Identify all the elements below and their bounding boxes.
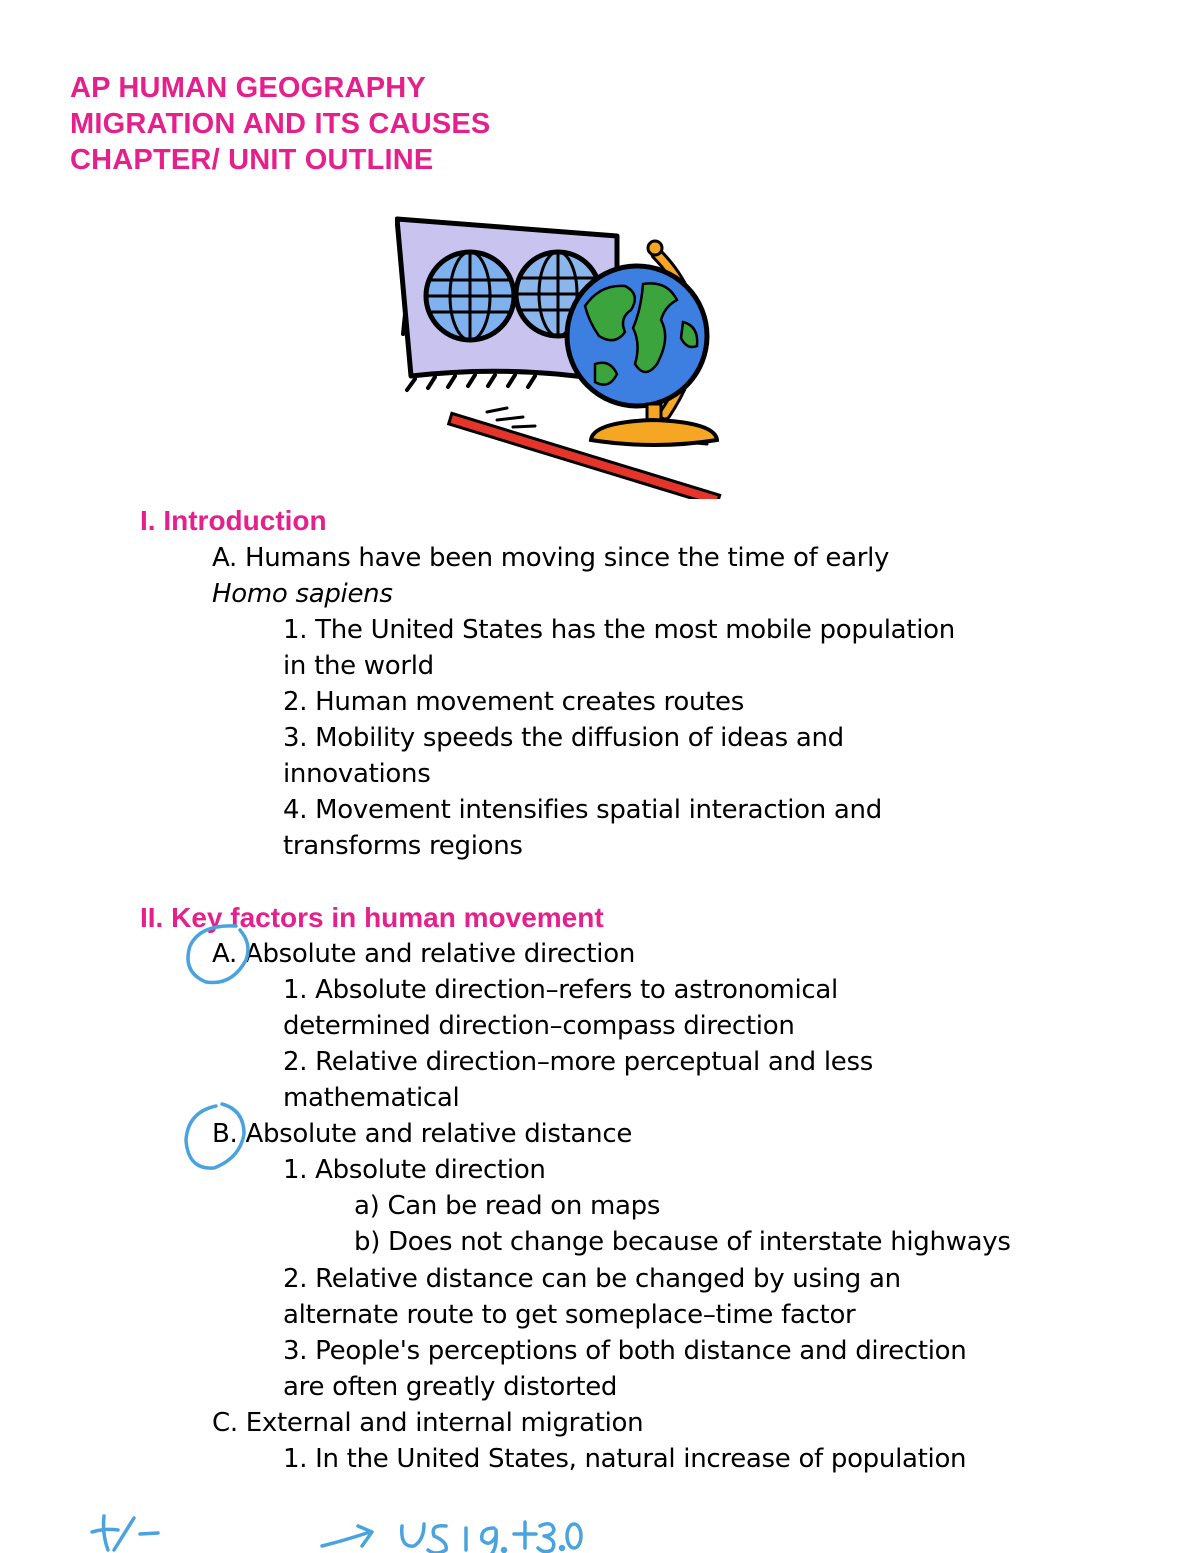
outline-item-2b3-line2: are often greatly distorted: [283, 1372, 618, 1402]
outline-item-2b1: 1. Absolute direction: [283, 1155, 546, 1185]
handwritten-plus-minus-note: [92, 1516, 158, 1550]
document-title-line2: MIGRATION AND ITS CAUSES: [70, 108, 491, 140]
outline-item-2a2-line1: 2. Relative direction–more perceptual and less: [283, 1047, 873, 1077]
outline-item-1a4-line2: transforms regions: [283, 831, 523, 861]
globe-and-maps-clipart-icon: [395, 214, 725, 499]
outline-item-1a3-line2: innovations: [283, 759, 431, 789]
outline-item-1a1-line1: 1. The United States has the most mobile population: [283, 615, 955, 645]
outline-item-2a1-line1: 1. Absolute direction–refers to astronomical: [283, 975, 838, 1005]
outline-item-1a4-line1: 4. Movement intensifies spatial interaction and: [283, 795, 882, 825]
outline-item-2a2-line2: mathematical: [283, 1083, 460, 1113]
outline-item-2a: A. Absolute and relative direction: [212, 939, 636, 969]
outline-item-1a2: 2. Human movement creates routes: [283, 687, 744, 717]
outline-item-1a3-line1: 3. Mobility speeds the diffusion of ideas and: [283, 723, 844, 753]
section-heading-introduction: I. Introduction: [140, 505, 327, 536]
outline-item-2b: B. Absolute and relative distance: [212, 1119, 633, 1149]
document-title-line3: CHAPTER/ UNIT OUTLINE: [70, 144, 434, 176]
outline-item-2b1b: b) Does not change because of interstate highways: [354, 1227, 1011, 1257]
section-heading-key-factors: II. Key factors in human movement: [140, 902, 604, 933]
outline-item-2c: C. External and internal migration: [212, 1408, 644, 1438]
outline-item-2a1-line2: determined direction–compass direction: [283, 1011, 795, 1041]
outline-item-1a1-line2: in the world: [283, 651, 434, 681]
outline-item-2b3-line1: 3. People's perceptions of both distance and direction: [283, 1336, 967, 1366]
outline-item-2c1: 1. In the United States, natural increase of population: [283, 1444, 967, 1474]
handwritten-us-note: [322, 1522, 581, 1553]
outline-item-2b1a: a) Can be read on maps: [354, 1191, 661, 1221]
outline-item-2b2-line1: 2. Relative distance can be changed by using an: [283, 1264, 901, 1294]
outline-item-1a-line2: Homo sapiens: [212, 579, 393, 609]
document-title-line1: AP HUMAN GEOGRAPHY: [70, 72, 426, 104]
outline-item-2b2-line2: alternate route to get someplace–time factor: [283, 1300, 856, 1330]
outline-item-1a-line1: A. Humans have been moving since the time of early: [212, 543, 890, 573]
